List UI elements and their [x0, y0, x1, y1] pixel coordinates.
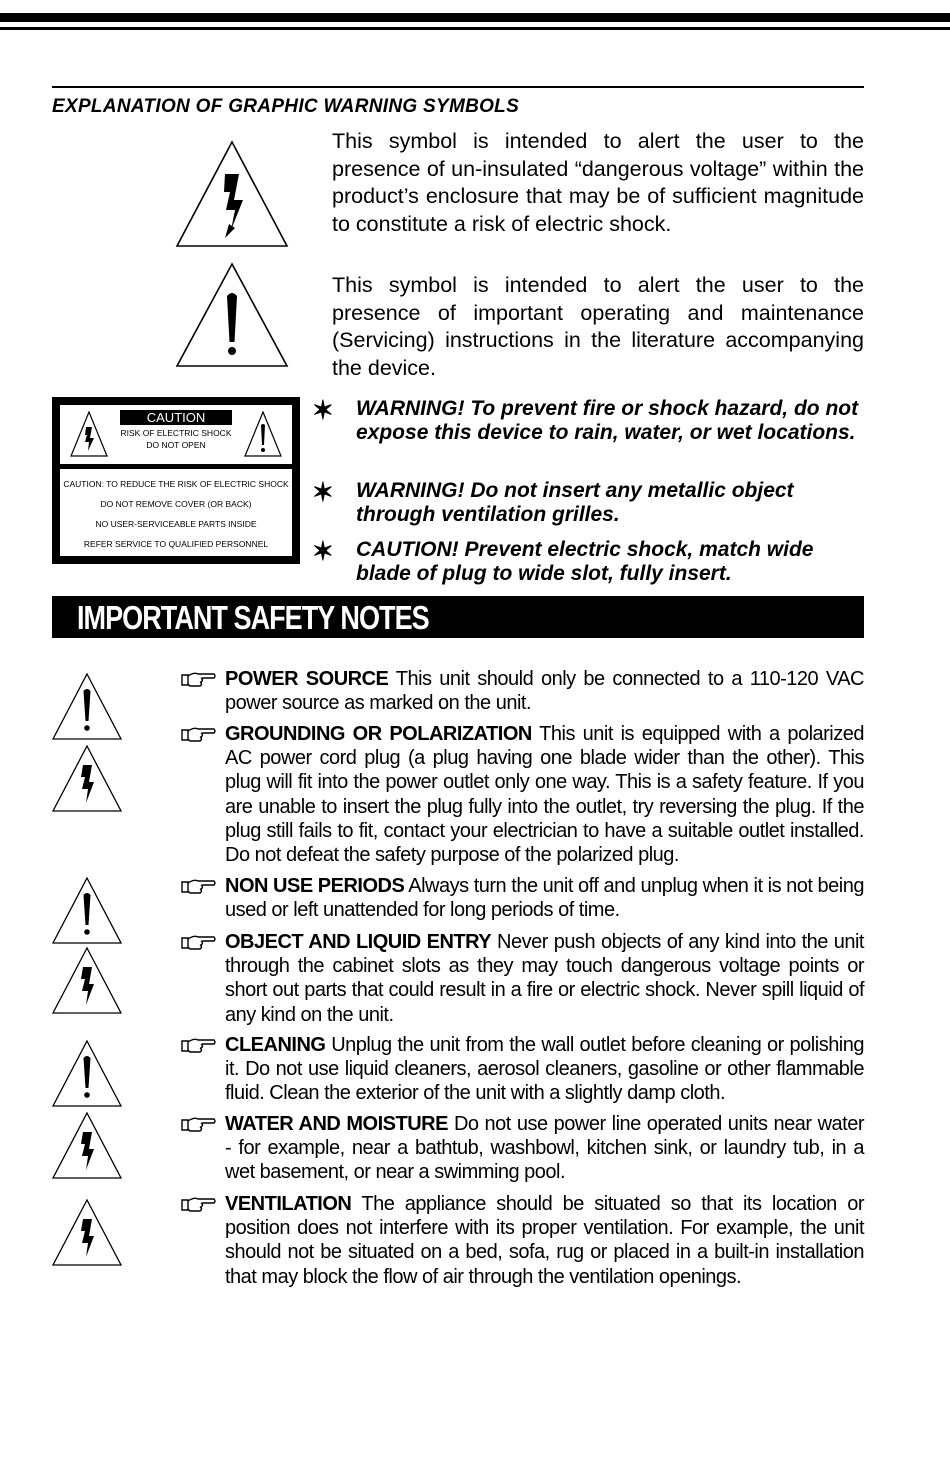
note-body: Unplug the unit from the wall outlet before cleaning or polishing it. Do not use liquid cleaners, aerosol cleaners, gasoline or other flammable fluid. Clean the exterior of the unit with a slightly damp cloth. — [225, 1034, 864, 1105]
note-body: This unit is equipped with a polarized AC power cord plug (a plug having one blade wider than the other). This plug will fit into the power outlet only one way. This is a safety feature. If you are unable to insert the plug fully into the outlet, try reversing the plug. If the plug still fails to fit, contact your electrician to have a suitable outlet installed. Do not defeat the safety purpose of the polarized plug. — [225, 723, 864, 867]
note-body: Do not use power line operated units near water - for example, near a bathtub, washbowl, kitchen sink, or laundry tub, in a wet basement, or near a swimming pool. — [225, 1113, 864, 1184]
lightning-warning-icon — [52, 1199, 122, 1266]
lightning-warning-icon — [175, 140, 289, 248]
note-title: POWER SOURCE — [225, 668, 389, 690]
caution-line: REFER SERVICE TO QUALIFIED PERSONNEL — [83, 539, 269, 549]
note-text — [225, 1192, 864, 1289]
note-title: GROUNDING OR POLARIZATION — [225, 723, 532, 745]
warning-text: CAUTION! Prevent electric shock, match wide blade of plug to wide slot, fully insert. — [356, 538, 814, 585]
exclamation-warning-icon — [52, 877, 122, 944]
pointing-hand-icon — [180, 876, 216, 896]
caution-label-top — [60, 405, 292, 464]
note-text — [225, 874, 864, 922]
exclamation-warning-icon — [244, 411, 282, 457]
caution-line: DO NOT REMOVE COVER (OR BACK) — [100, 499, 252, 509]
top-rule-thick — [0, 13, 950, 22]
star-icon: ✶ — [312, 477, 334, 507]
caution-label-subtitle — [116, 427, 236, 451]
note-body: Always turn the unit off and unplug when it is not being used or left unattended for long periods of time. — [225, 875, 864, 922]
caution-label-sub1: RISK OF ELECTRIC SHOCK — [120, 428, 232, 438]
note-text — [225, 930, 864, 1027]
pointing-hand-icon — [180, 1114, 216, 1134]
pointing-hand-icon — [180, 669, 216, 689]
lightning-warning-icon — [70, 411, 108, 457]
pointing-hand-icon — [180, 724, 216, 744]
note-title: WATER AND MOISTURE — [225, 1113, 448, 1135]
note-title: VENTILATION — [225, 1193, 352, 1215]
note-text — [225, 1112, 864, 1185]
note-text — [225, 667, 864, 715]
lightning-warning-icon — [52, 947, 122, 1014]
caution-label — [52, 397, 300, 564]
lightning-warning-icon — [52, 745, 122, 812]
lightning-symbol-text: This symbol is intended to alert the user to the presence of un-insulated “dangerous voltage” within the product’s enclosure that may be of sufficient magnitude to constitute a risk of electric shock. — [332, 129, 864, 236]
note-text — [225, 722, 864, 867]
note-body: The appliance should be situated so that its location or position does not interfere with its proper ventilation. For example, the unit should not be situated on a bed, sofa, rug or placed in a built-in installation that may block the flow of air through the ventilation openings. — [225, 1193, 864, 1288]
safety-notes-title: IMPORTANT SAFETY NOTES — [77, 599, 429, 636]
note-body: This unit should only be connected to a 110-120 VAC power source as marked on the unit. — [225, 668, 864, 715]
caution-label-sub2: DO NOT OPEN — [146, 440, 206, 450]
pointing-hand-icon — [180, 1194, 216, 1214]
note-title: OBJECT AND LIQUID ENTRY — [225, 931, 492, 953]
safety-notes-banner — [52, 596, 864, 638]
explanation-heading: EXPLANATION OF GRAPHIC WARNING SYMBOLS — [52, 96, 520, 117]
warning-text: WARNING! Do not insert any metallic object through ventilation grilles. — [356, 479, 794, 526]
note-text — [225, 1033, 864, 1106]
exclamation-warning-icon — [175, 262, 289, 368]
warning-text: WARNING! To prevent fire or shock hazard, do not expose this device to rain, water, or wet locations. — [356, 397, 859, 444]
caution-line: NO USER-SERVICEABLE PARTS INSIDE — [95, 519, 257, 529]
lightning-warning-icon — [52, 1112, 122, 1179]
pointing-hand-icon — [180, 932, 216, 952]
caution-label-title: CAUTION — [120, 410, 232, 425]
top-rule-thin — [0, 27, 950, 30]
section-rule — [52, 86, 864, 88]
star-icon: ✶ — [312, 395, 334, 425]
note-body: Never push objects of any kind into the unit through the cabinet slots as they may touch dangerous voltage points or short out parts that could result in a fire or electric shock. Never spill liquid of any kind on the unit. — [225, 931, 864, 1026]
exclamation-symbol-text: This symbol is intended to alert the user to the presence of important operating and maintenance (Servicing) instructions in the literature accompanying the device. — [332, 273, 864, 380]
note-title: NON USE PERIODS — [225, 875, 405, 897]
pointing-hand-icon — [180, 1035, 216, 1055]
note-title: CLEANING — [225, 1034, 326, 1056]
exclamation-warning-icon — [52, 1040, 122, 1107]
caution-label-bottom — [60, 469, 292, 556]
exclamation-warning-icon — [52, 673, 122, 740]
caution-line: CAUTION: TO REDUCE THE RISK OF ELECTRIC SHOCK — [63, 479, 289, 489]
star-icon: ✶ — [312, 536, 334, 566]
